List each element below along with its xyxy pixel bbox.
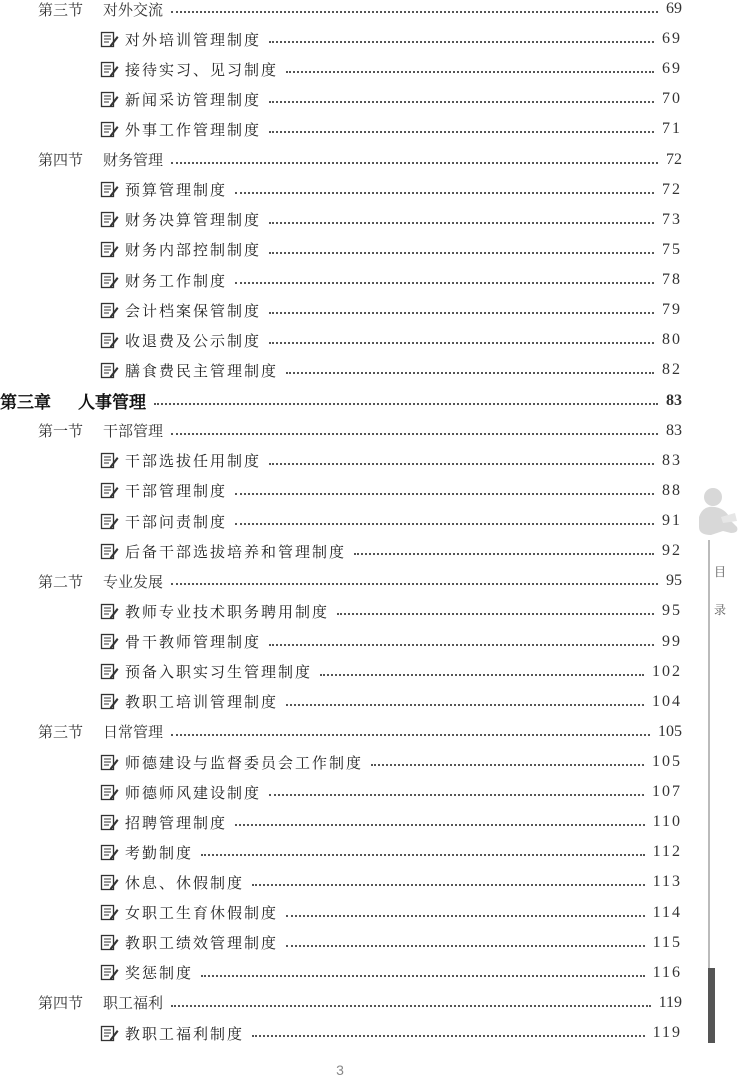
dot-leader — [269, 252, 654, 254]
section-number: 第三节 — [38, 723, 84, 742]
dot-leader — [269, 342, 654, 344]
section-number: 第三节 — [38, 0, 84, 19]
document-edit-icon — [100, 272, 119, 289]
entry-page-number: 79 — [662, 301, 682, 319]
dot-leader — [235, 523, 654, 525]
entry-title: 财务管理 — [103, 151, 164, 170]
entry-page-number: 70 — [662, 90, 682, 108]
dot-leader — [201, 854, 645, 856]
toc-item-entry[interactable] — [100, 747, 682, 777]
document-edit-icon — [100, 754, 119, 771]
entry-page-number: 72 — [666, 150, 682, 168]
entry-title: 女职工生育休假制度 — [125, 904, 279, 923]
entry-title: 休息、休假制度 — [125, 873, 245, 892]
entry-page-number: 107 — [652, 783, 682, 801]
document-edit-icon — [100, 1025, 119, 1042]
section-number: 第四节 — [38, 994, 84, 1013]
dot-leader — [269, 794, 644, 796]
chapter-number: 第三章 — [0, 393, 51, 414]
dot-leader — [171, 583, 658, 585]
entry-page-number: 78 — [662, 271, 682, 289]
toc-item-entry[interactable] — [100, 325, 682, 355]
document-edit-icon — [100, 904, 119, 921]
toc-item-entry[interactable] — [100, 265, 682, 295]
entry-title: 职工福利 — [103, 994, 164, 1013]
dot-leader — [269, 312, 654, 314]
dot-leader — [286, 71, 654, 73]
toc-section-entry[interactable] — [38, 416, 682, 446]
entry-page-number: 115 — [652, 933, 682, 951]
side-accent-bar — [708, 968, 715, 1043]
entry-page-number: 95 — [662, 602, 682, 620]
document-edit-icon — [100, 181, 119, 198]
entry-page-number: 110 — [652, 813, 682, 831]
toc-chapter-entry[interactable] — [0, 386, 682, 416]
entry-title: 会计档案保管制度 — [125, 301, 262, 320]
dot-leader — [171, 433, 658, 435]
toc-item-entry[interactable] — [100, 898, 682, 928]
entry-page-number: 112 — [652, 843, 682, 861]
dot-leader — [235, 282, 654, 284]
dot-leader — [201, 975, 645, 977]
toc-item-entry[interactable] — [100, 596, 682, 626]
document-edit-icon — [100, 332, 119, 349]
entry-title: 干部选拔任用制度 — [125, 452, 262, 471]
dot-leader — [269, 101, 654, 103]
dot-leader — [252, 1035, 645, 1037]
entry-page-number: 92 — [662, 542, 682, 560]
reading-child-silhouette-icon — [693, 487, 741, 543]
entry-title: 后备干部选拔培养和管理制度 — [125, 542, 347, 561]
dot-leader — [154, 403, 658, 405]
dot-leader — [320, 674, 644, 676]
document-edit-icon — [100, 784, 119, 801]
toc-item-entry[interactable] — [100, 476, 682, 506]
entry-page-number: 88 — [662, 481, 682, 499]
entry-title: 财务工作制度 — [125, 271, 228, 290]
document-edit-icon — [100, 31, 119, 48]
toc-item-entry[interactable] — [100, 867, 682, 897]
toc-item-entry[interactable] — [100, 627, 682, 657]
dot-leader — [286, 915, 645, 917]
entry-title: 新闻采访管理制度 — [125, 90, 262, 109]
toc-section-entry[interactable] — [38, 717, 682, 747]
toc-item-entry[interactable] — [100, 687, 682, 717]
document-edit-icon — [100, 302, 119, 319]
toc-item-entry[interactable] — [100, 235, 682, 265]
entry-page-number: 83 — [662, 451, 682, 469]
entry-title: 考勤制度 — [125, 843, 194, 862]
toc-item-entry[interactable] — [100, 355, 682, 385]
entry-page-number: 72 — [662, 180, 682, 198]
entry-page-number: 113 — [652, 873, 682, 891]
dot-leader — [269, 131, 654, 133]
entry-title: 干部管理 — [103, 422, 164, 441]
entry-page-number: 95 — [666, 572, 682, 590]
entry-title: 对外交流 — [103, 0, 164, 19]
entry-page-number: 119 — [658, 993, 682, 1011]
toc-item-entry[interactable] — [100, 205, 682, 235]
page-number: 3 — [336, 1062, 344, 1078]
document-edit-icon — [100, 241, 119, 258]
side-title-char: 录 — [713, 603, 726, 617]
dot-leader — [354, 553, 654, 555]
dot-leader — [252, 884, 645, 886]
dot-leader — [337, 613, 654, 615]
dot-leader — [286, 704, 644, 706]
entry-title: 对外培训管理制度 — [125, 30, 262, 49]
document-edit-icon — [100, 211, 119, 228]
toc-item-entry[interactable] — [100, 175, 682, 205]
entry-title: 招聘管理制度 — [125, 813, 228, 832]
dot-leader — [235, 493, 654, 495]
toc-section-entry[interactable] — [38, 0, 682, 24]
toc-item-entry[interactable] — [100, 657, 682, 687]
document-edit-icon — [100, 482, 119, 499]
entry-title: 教职工绩效管理制度 — [125, 934, 279, 953]
dot-leader — [171, 734, 650, 736]
entry-page-number: 116 — [652, 963, 682, 981]
toc-item-entry[interactable] — [100, 958, 682, 988]
toc-item-entry[interactable] — [100, 24, 682, 54]
dot-leader — [171, 11, 658, 13]
document-edit-icon — [100, 603, 119, 620]
toc-item-entry[interactable] — [100, 1018, 682, 1048]
dot-leader — [269, 644, 654, 646]
document-edit-icon — [100, 121, 119, 138]
dot-leader — [235, 824, 645, 826]
entry-page-number: 82 — [662, 361, 682, 379]
dot-leader — [235, 192, 654, 194]
entry-title: 接待实习、见习制度 — [125, 60, 279, 79]
document-edit-icon — [100, 61, 119, 78]
entry-title: 干部问责制度 — [125, 512, 228, 531]
document-edit-icon — [100, 814, 119, 831]
entry-title: 外事工作管理制度 — [125, 120, 262, 139]
section-number: 第一节 — [38, 422, 84, 441]
document-edit-icon — [100, 362, 119, 379]
entry-page-number: 69 — [666, 0, 682, 17]
toc-item-entry[interactable] — [100, 295, 682, 325]
entry-title: 日常管理 — [103, 723, 164, 742]
entry-page-number: 105 — [658, 722, 682, 740]
toc-item-entry[interactable] — [100, 928, 682, 958]
entry-title: 预备入职实习生管理制度 — [125, 663, 313, 682]
dot-leader — [269, 463, 654, 465]
document-edit-icon — [100, 91, 119, 108]
document-edit-icon — [100, 964, 119, 981]
entry-page-number: 83 — [666, 421, 682, 439]
entry-page-number: 69 — [662, 60, 682, 78]
entry-title: 教师专业技术职务聘用制度 — [125, 602, 330, 621]
entry-page-number: 91 — [662, 512, 682, 530]
toc-item-entry[interactable] — [100, 54, 682, 84]
dot-leader — [171, 1005, 651, 1007]
entry-page-number: 75 — [662, 240, 682, 258]
entry-page-number: 104 — [652, 692, 682, 710]
dot-leader — [269, 41, 654, 43]
entry-page-number: 114 — [652, 903, 682, 921]
entry-title: 膳食费民主管理制度 — [125, 361, 279, 380]
toc-section-entry[interactable] — [38, 145, 682, 175]
document-edit-icon — [100, 452, 119, 469]
entry-page-number: 119 — [652, 1024, 682, 1042]
entry-page-number: 73 — [662, 210, 682, 228]
entry-page-number: 71 — [662, 120, 682, 138]
entry-title: 教职工培训管理制度 — [125, 693, 279, 712]
document-edit-icon — [100, 874, 119, 891]
entry-page-number: 102 — [652, 662, 682, 680]
toc-section-entry[interactable] — [38, 988, 682, 1018]
entry-page-number: 83 — [666, 391, 682, 409]
document-edit-icon — [100, 513, 119, 530]
toc-section-entry[interactable] — [38, 566, 682, 596]
entry-title: 干部管理制度 — [125, 482, 228, 501]
side-section-title — [710, 553, 730, 629]
section-number: 第二节 — [38, 572, 84, 591]
entry-title: 预算管理制度 — [125, 181, 228, 200]
entry-title: 教职工福利制度 — [125, 1024, 245, 1043]
entry-page-number: 99 — [662, 632, 682, 650]
section-number: 第四节 — [38, 151, 84, 170]
entry-title: 人事管理 — [78, 393, 146, 414]
entry-page-number: 105 — [652, 753, 682, 770]
document-edit-icon — [100, 934, 119, 951]
entry-title: 骨干教师管理制度 — [125, 633, 262, 652]
toc-item-entry[interactable] — [100, 446, 682, 476]
dot-leader — [286, 945, 645, 947]
entry-title: 财务决算管理制度 — [125, 211, 262, 230]
entry-page-number: 80 — [662, 331, 682, 349]
toc-item-entry[interactable] — [100, 807, 682, 837]
entry-title: 奖惩制度 — [125, 964, 194, 983]
dot-leader — [286, 372, 654, 374]
document-edit-icon — [100, 663, 119, 680]
dot-leader — [371, 764, 644, 766]
toc-item-entry[interactable] — [100, 114, 682, 144]
side-title-char: 目 — [713, 565, 726, 579]
entry-title: 收退费及公示制度 — [125, 331, 262, 350]
document-edit-icon — [100, 633, 119, 650]
document-edit-icon — [100, 543, 119, 560]
document-edit-icon — [100, 844, 119, 861]
entry-title: 师德师风建设制度 — [125, 783, 262, 802]
toc-item-entry[interactable] — [100, 837, 682, 867]
entry-title: 财务内部控制制度 — [125, 241, 262, 260]
entry-title: 师德建设与监督委员会工作制度 — [125, 753, 364, 772]
toc-item-entry[interactable] — [100, 506, 682, 536]
toc-item-entry[interactable] — [100, 536, 682, 566]
dot-leader — [171, 162, 658, 164]
toc-item-entry[interactable] — [100, 777, 682, 807]
dot-leader — [269, 222, 654, 224]
toc-item-entry[interactable] — [100, 84, 682, 114]
entry-page-number: 69 — [662, 30, 682, 48]
entry-title: 专业发展 — [103, 572, 164, 591]
document-edit-icon — [100, 693, 119, 710]
